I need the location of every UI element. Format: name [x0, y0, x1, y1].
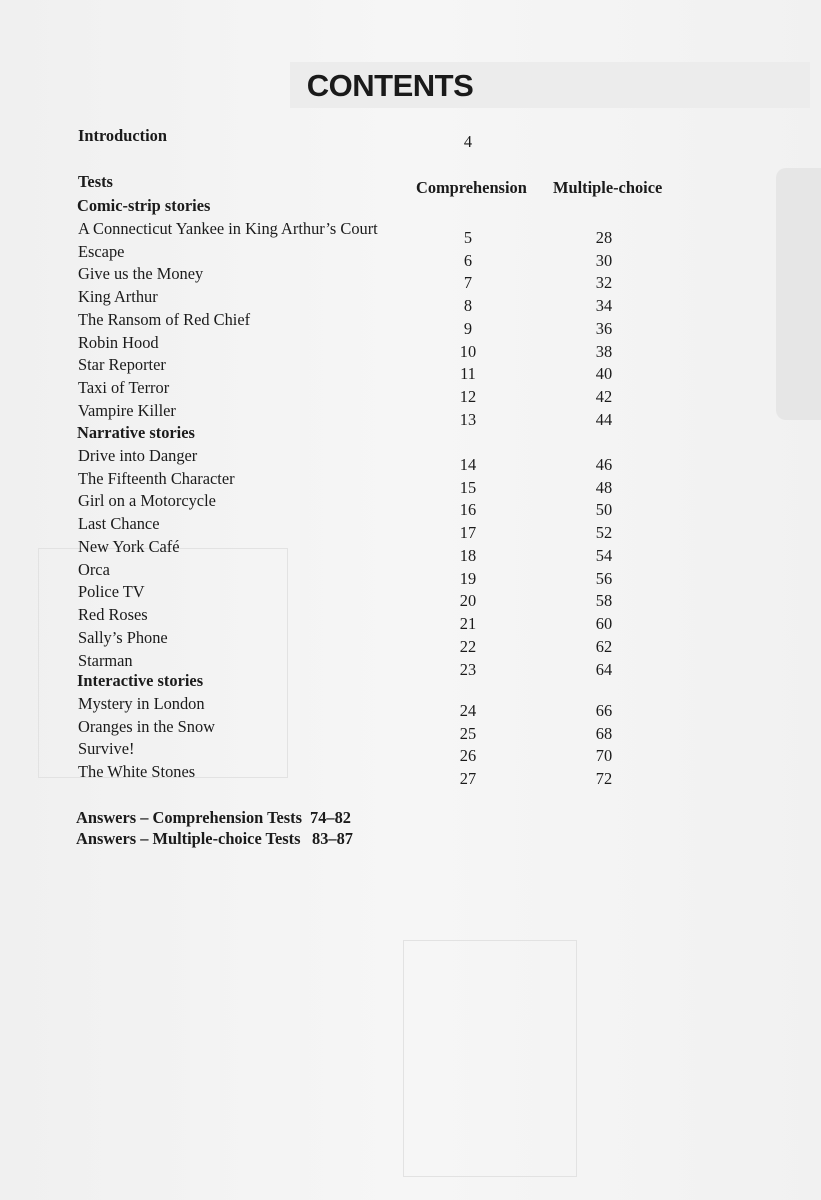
- toc-entry-comprehension-page: 27: [459, 769, 477, 788]
- toc-entry-title: Escape: [78, 241, 125, 261]
- toc-entry-comprehension-page: 21: [459, 614, 477, 633]
- bleed-through-box: [38, 548, 288, 778]
- toc-entry-title: Last Chance: [78, 514, 160, 533]
- toc-entry-title: Star Reporter: [78, 355, 166, 375]
- toc-entry-comprehension-page: 23: [459, 659, 477, 679]
- multiple-choice-header: Multiple-choice: [553, 178, 663, 197]
- toc-entry-multiple-choice-page: 72: [595, 769, 613, 788]
- section-heading: Narrative stories: [77, 423, 195, 442]
- toc-entry-comprehension-page: 25: [459, 723, 477, 743]
- toc-entry-comprehension-page: 7: [463, 273, 473, 293]
- toc-entry-multiple-choice-page: 34: [595, 296, 613, 315]
- toc-entry-title: Girl on a Motorcycle: [78, 491, 216, 511]
- toc-entry-multiple-choice-page: 58: [595, 591, 613, 611]
- toc-entry-title: New York Café: [78, 536, 180, 556]
- toc-entry-multiple-choice-page: 66: [595, 700, 613, 720]
- toc-entry-title: Vampire Killer: [78, 400, 176, 420]
- toc-entry-multiple-choice-page: 48: [595, 477, 613, 497]
- toc-entry-multiple-choice-page: 44: [595, 409, 613, 429]
- section-heading: Comic-strip stories: [77, 196, 211, 215]
- toc-entry-title: Starman: [78, 650, 133, 670]
- toc-entry-multiple-choice-page: 42: [595, 387, 613, 406]
- toc-entry-comprehension-page: 11: [460, 364, 476, 384]
- toc-entry-multiple-choice-page: 32: [595, 273, 613, 293]
- toc-entry-comprehension-page: 24: [459, 700, 477, 720]
- toc-entry-comprehension-page: 18: [459, 545, 477, 565]
- toc-entry-multiple-choice-page: 62: [595, 636, 613, 656]
- toc-entry-comprehension-page: 19: [459, 568, 477, 588]
- toc-entry-comprehension-page: 26: [459, 746, 477, 766]
- toc-entry-multiple-choice-page: 70: [595, 746, 613, 766]
- toc-entry-title: The Fifteenth Character: [78, 468, 235, 488]
- toc-entry-multiple-choice-page: 38: [595, 341, 613, 361]
- toc-entry-comprehension-page: 5: [463, 227, 473, 247]
- toc-entry-title: Red Roses: [78, 605, 148, 624]
- toc-entry-title: Survive!: [78, 739, 135, 759]
- toc-entry-multiple-choice-page: 52: [595, 523, 613, 542]
- toc-entry-comprehension-page: 10: [459, 341, 477, 361]
- bleed-through-tab: [776, 168, 821, 420]
- toc-entry-multiple-choice-page: 40: [595, 364, 613, 384]
- toc-entry-title: Mystery in London: [78, 693, 205, 713]
- comprehension-header: Comprehension: [416, 178, 527, 197]
- toc-entry-title: Orca: [78, 559, 110, 579]
- toc-entry-comprehension-page: 8: [463, 296, 473, 315]
- toc-entry-title: King Arthur: [78, 287, 158, 306]
- toc-entry-multiple-choice-page: 50: [595, 500, 613, 520]
- toc-entry-multiple-choice-page: 28: [595, 227, 613, 247]
- toc-entry-comprehension-page: 13: [459, 409, 477, 429]
- toc-entry-title: The Ransom of Red Chief: [78, 309, 251, 329]
- toc-entry-comprehension-page: 22: [459, 636, 477, 656]
- toc-entry-multiple-choice-page: 46: [595, 454, 613, 474]
- answers-comprehension-label: Answers – Comprehension Tests: [76, 808, 303, 827]
- page-title: CONTENTS: [306, 68, 474, 103]
- toc-entry-multiple-choice-page: 68: [595, 723, 613, 743]
- toc-entry-comprehension-page: 17: [459, 523, 477, 542]
- toc-entry-comprehension-page: 15: [459, 477, 477, 497]
- toc-entry-multiple-choice-page: 36: [595, 318, 613, 338]
- introduction-page: 4: [463, 132, 473, 151]
- toc-entry-title: The White Stones: [78, 762, 196, 781]
- answers-comprehension-pages: 74–82: [310, 808, 351, 827]
- toc-entry-comprehension-page: 12: [459, 387, 477, 406]
- section-heading: Interactive stories: [77, 671, 204, 690]
- toc-entry-multiple-choice-page: 56: [595, 568, 613, 588]
- answers-multiple-choice-label: Answers – Multiple-choice Tests: [76, 829, 301, 848]
- toc-entry-multiple-choice-page: 30: [595, 250, 613, 270]
- toc-entry-comprehension-page: 6: [463, 250, 473, 270]
- toc-entry-multiple-choice-page: 64: [595, 659, 613, 679]
- introduction-label: Introduction: [78, 126, 167, 145]
- toc-entry-comprehension-page: 16: [459, 500, 477, 520]
- toc-entry-comprehension-page: 9: [463, 318, 473, 338]
- toc-entry-title: A Connecticut Yankee in King Arthur’s Court: [78, 218, 378, 238]
- toc-entry-title: Robin Hood: [78, 332, 159, 352]
- tests-heading: Tests: [78, 172, 113, 191]
- toc-entry-comprehension-page: 20: [459, 591, 477, 611]
- toc-entry-title: Police TV: [78, 582, 145, 602]
- toc-entry-comprehension-page: 14: [459, 454, 477, 474]
- toc-entry-title: Give us the Money: [78, 264, 204, 284]
- toc-entry-multiple-choice-page: 60: [595, 614, 613, 633]
- bleed-through-box-2: [403, 940, 577, 1177]
- toc-entry-multiple-choice-page: 54: [595, 545, 613, 565]
- toc-entry-title: Taxi of Terror: [78, 378, 170, 397]
- answers-multiple-choice-pages: 83–87: [312, 829, 353, 848]
- toc-entry-title: Sally’s Phone: [78, 627, 168, 647]
- toc-entry-title: Oranges in the Snow: [78, 716, 216, 736]
- toc-entry-title: Drive into Danger: [78, 445, 198, 465]
